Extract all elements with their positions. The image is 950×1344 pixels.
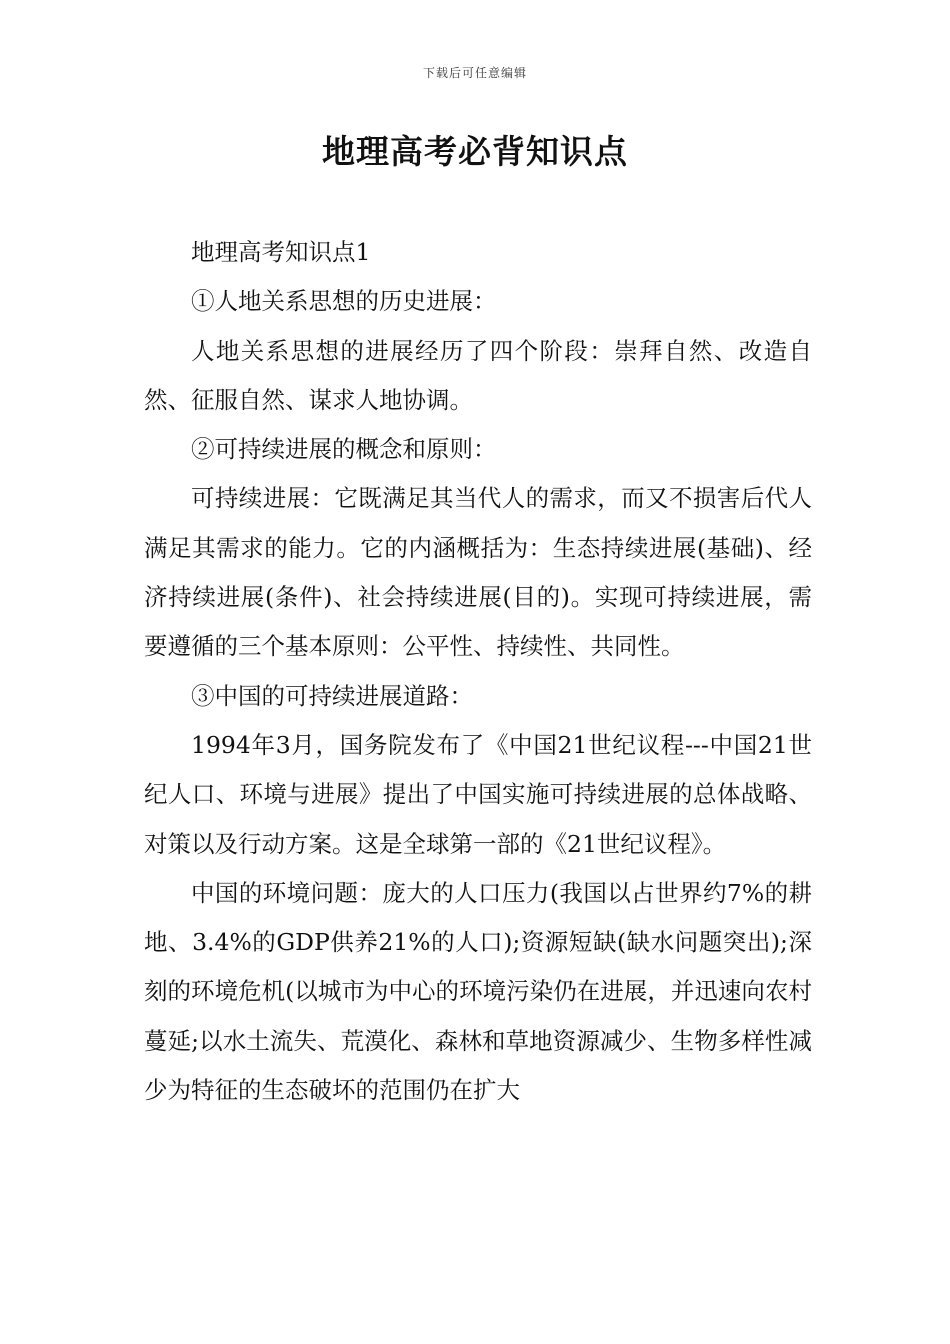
section-heading: 地理高考知识点1 [191, 238, 371, 266]
body-paragraph: 中国的环境问题：庞大的人口压力(我国以占世界约7%的耕地、3.4%的GDP供养21%的人口);资源短缺(缺水问题突出);深刻的环境危机(以城市为中心的环境污染仍在进展，并迅速向农村蔓延;以水土流失、荒漠化、森林和草地资源减少、生物多样性减少为特征的生态破坏的范围仍在扩大 [144, 878, 812, 1105]
body-paragraph: 1994年3月，国务院发布了《中国21世纪议程---中国21世纪人口、环境与进展》提出了中国实施可持续进展的总体战略、对策以及行动方案。这是全球第一部的《21世纪议程》。 [144, 730, 812, 858]
subheading-sustainable-development: ②可持续进展的概念和原则： [191, 435, 497, 464]
body-paragraph: 可持续进展：它既满足其当代人的需求，而又不损害后代人满足其需求的能力。它的内涵概括为：生态持续进展(基础)、经济持续进展(条件)、社会持续进展(目的)。实现可持续进展，需要遵循的三个基本原则：公平性、持续性、共同性。 [144, 484, 812, 661]
document-body [144, 228, 812, 1115]
subheading-human-land-relationship: ①人地关系思想的历史进展： [191, 287, 497, 316]
subheading-china-sustainable-path: ③中国的可持续进展道路： [191, 681, 473, 710]
document-title: 地理高考必背知识点 [322, 132, 628, 171]
page-header-note: 下载后可任意编辑 [422, 66, 527, 80]
body-paragraph: 人地关系思想的进展经历了四个阶段：崇拜自然、改造自然、征服自然、谋求人地协调。 [144, 336, 812, 414]
